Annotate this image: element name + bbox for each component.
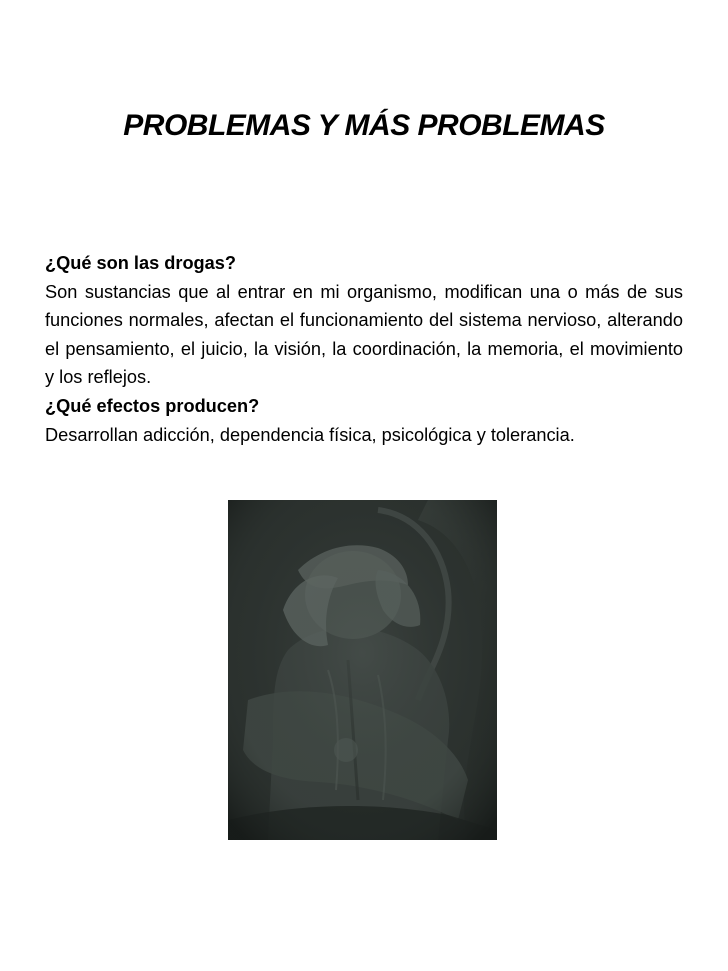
document-body	[45, 249, 683, 449]
page-title: PROBLEMAS Y MÁS PROBLEMAS	[123, 109, 605, 142]
distressed-person-photo	[228, 500, 497, 840]
section-heading-effects: ¿Qué efectos producen?	[45, 395, 260, 416]
section-body-drugs: Son sustancias que al entrar en mi organismo, modifican una o más de sus funciones normales, afectan el funcionamiento del sistema nervioso, alterando el pensamiento, el juicio, la visión, la coordinación, la memoria, el movimiento y los reflejos.	[45, 281, 683, 388]
section-heading-drugs: ¿Qué son las drogas?	[45, 253, 237, 273]
section-body-effects: Desarrollan adicción, dependencia física, psicológica y tolerancia.	[45, 424, 575, 445]
